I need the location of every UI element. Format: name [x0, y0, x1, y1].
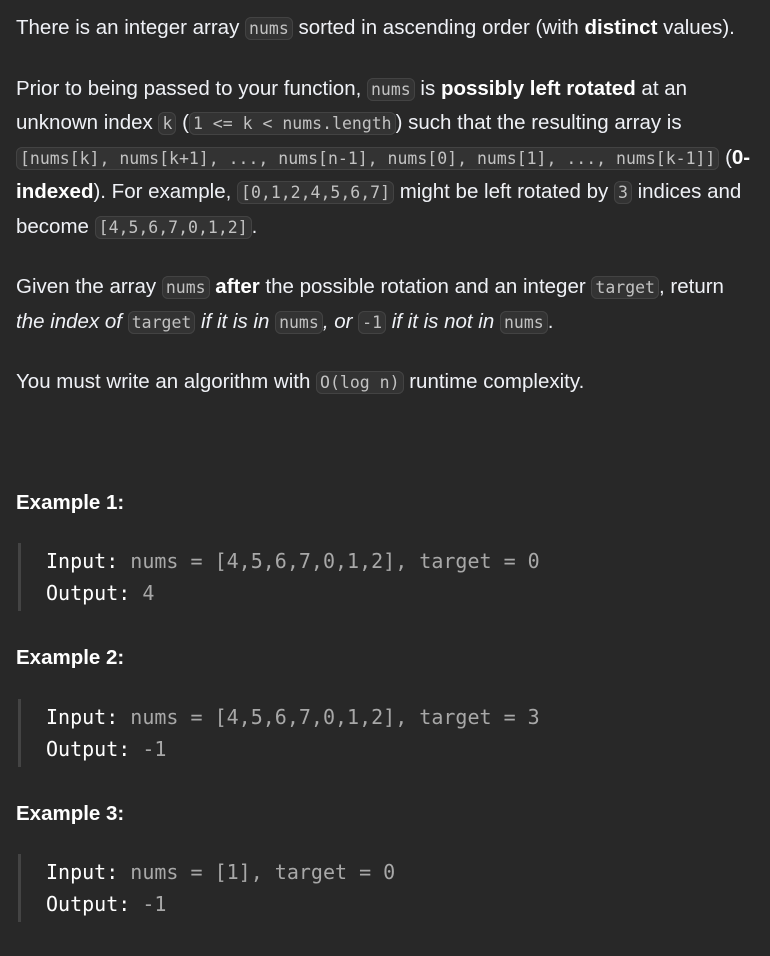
inline-code: nums [162, 276, 210, 299]
inline-code: target [591, 276, 659, 299]
examples-section [16, 486, 758, 923]
description-paragraph [16, 72, 758, 245]
inline-code: [0,1,2,4,5,6,7] [237, 181, 394, 204]
inline-code: 3 [614, 181, 632, 204]
text-segment: , return [659, 275, 724, 298]
text-segment: . [547, 309, 554, 333]
text-segment: There is an integer array [16, 16, 246, 39]
input-value: nums = [4,5,6,7,0,1,2], target = 3 [130, 704, 540, 729]
text-segment: ( [719, 145, 732, 169]
inline-code: nums [367, 78, 415, 101]
input-label: Input: [46, 704, 119, 729]
text-segment: ). For example, [93, 180, 238, 203]
output-label: Output: [46, 736, 131, 761]
text-segment: runtime complexity. [403, 370, 585, 393]
output-value: -1 [142, 892, 167, 916]
inline-code: O(log n) [316, 371, 403, 394]
text-segment: ) such that the resulting array is [395, 111, 682, 134]
text-segment: You must write an algorithm with [16, 370, 317, 393]
inline-code: nums [500, 311, 548, 334]
example-block [18, 543, 758, 611]
example-block [18, 699, 758, 767]
italic-text: if it is not in [386, 309, 500, 333]
example-title: Example 1: [16, 490, 125, 514]
italic-text: , or [322, 309, 359, 333]
inline-code: [nums[k], nums[k+1], ..., nums[n-1], nums[0], nums[1], ..., nums[k-1]] [16, 147, 719, 170]
text-segment: at an unknown index [16, 76, 688, 134]
example-block [18, 854, 758, 922]
example-output-line [46, 888, 758, 920]
italic-text: the index of [16, 309, 128, 333]
input-label: Input: [46, 549, 119, 573]
description-body [16, 11, 758, 400]
inline-code: nums [275, 311, 323, 334]
text-segment: . [251, 214, 258, 238]
bold-text: possibly left rotated [440, 76, 636, 100]
inline-code: [4,5,6,7,0,1,2] [95, 216, 252, 239]
example-title: Example 2: [16, 646, 125, 669]
text-segment: ( [176, 111, 189, 134]
inline-code: k [158, 112, 176, 135]
output-label: Output: [46, 892, 131, 916]
text-segment: the possible rotation and an integer [259, 275, 592, 298]
example-output-line [46, 733, 758, 765]
description-paragraph [16, 365, 758, 400]
example-output-line [46, 577, 758, 609]
inline-code: target [128, 311, 196, 334]
description-paragraph [16, 11, 758, 46]
example-input-line [46, 856, 758, 888]
output-value: 4 [142, 581, 155, 605]
text-segment: values). [657, 16, 735, 39]
input-value: nums = [4,5,6,7,0,1,2], target = 0 [130, 549, 540, 573]
input-label: Input: [46, 860, 119, 884]
inline-code: 1 <= k < nums.length [189, 112, 396, 135]
bold-text: distinct [584, 16, 658, 39]
example-title: Example 3: [16, 801, 125, 825]
inline-code: -1 [358, 311, 386, 334]
output-label: Output: [46, 581, 131, 605]
example-input-line [46, 701, 758, 733]
example-input-line [46, 545, 758, 577]
output-value: -1 [142, 736, 167, 761]
text-segment: Given the array [16, 275, 162, 298]
bold-text: 0-indexed [16, 145, 751, 203]
input-value: nums = [1], target = 0 [130, 860, 396, 884]
text-segment: Prior to being passed to your function, [16, 76, 367, 100]
text-segment: sorted in ascending order (with [292, 16, 585, 39]
bold-text: after [215, 275, 260, 298]
text-segment: is [414, 76, 441, 100]
description-paragraph [16, 270, 758, 339]
text-segment: might be left rotated by [394, 180, 614, 203]
text-segment: indices and become [16, 180, 742, 238]
inline-code: nums [245, 17, 293, 40]
italic-text: if it is in [195, 309, 276, 333]
